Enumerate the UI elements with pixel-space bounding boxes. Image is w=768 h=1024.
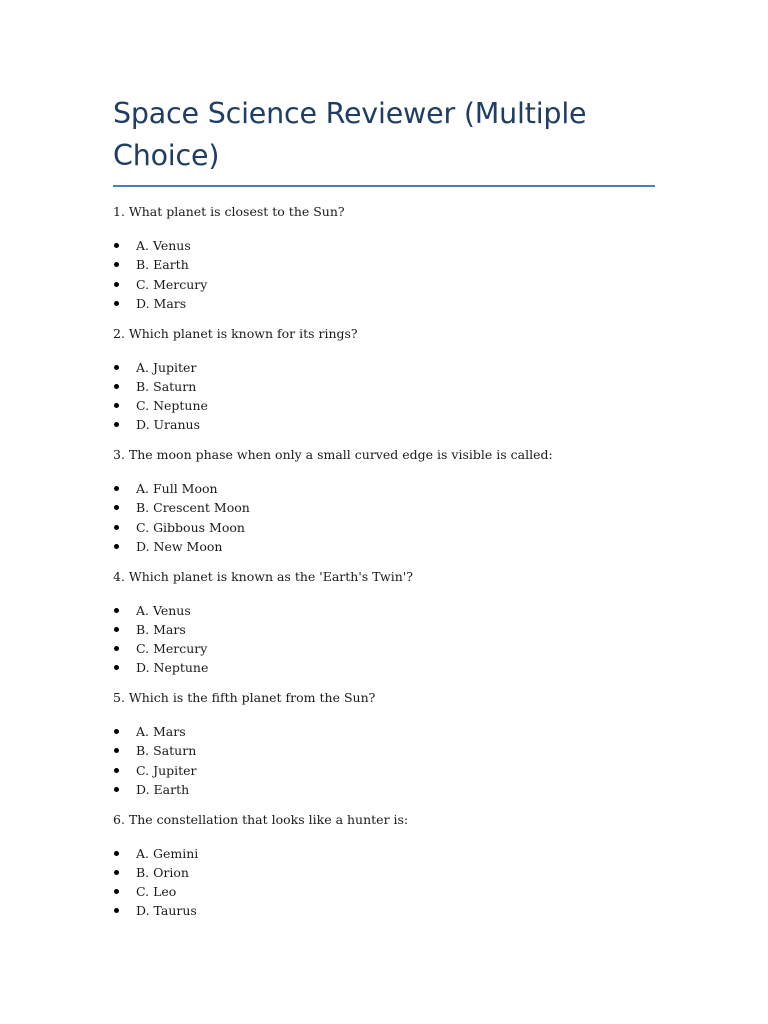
- bullet-icon: [114, 665, 119, 670]
- option-item: [113, 498, 655, 517]
- question-5: [113, 690, 655, 812]
- bullet-icon: [114, 544, 119, 549]
- option-item: [113, 294, 655, 313]
- option-item: [113, 780, 655, 799]
- bullet-icon: [114, 908, 119, 913]
- option-item: [113, 741, 655, 760]
- option-item: [113, 863, 655, 882]
- page-title: Space Science Reviewer (Multiple Choice): [113, 97, 587, 172]
- bullet-icon: [114, 403, 119, 408]
- question-text: 5. Which is the fifth planet from the Sun?: [113, 690, 376, 705]
- bullet-icon: [114, 608, 119, 613]
- question-text: 6. The constellation that looks like a hunter is:: [113, 811, 409, 827]
- option-label: C. Gibbous Moon: [136, 519, 245, 535]
- option-label: B. Crescent Moon: [136, 500, 250, 516]
- question-4: [113, 569, 655, 691]
- option-label: B. Saturn: [136, 743, 197, 759]
- bullet-icon: [114, 768, 119, 773]
- option-list: [113, 722, 655, 799]
- option-list: [113, 844, 655, 921]
- question-6: [113, 812, 655, 934]
- option-label: C. Mercury: [136, 641, 208, 657]
- question-1: [113, 204, 655, 326]
- option-item: [113, 658, 655, 677]
- option-label: C. Mercury: [136, 276, 208, 292]
- option-label: C. Neptune: [136, 398, 208, 414]
- option-item: [113, 377, 655, 396]
- bullet-icon: [114, 870, 119, 875]
- option-label: D. Taurus: [136, 903, 197, 919]
- option-item: [113, 901, 655, 920]
- question-2: [113, 326, 655, 448]
- title-divider: [113, 185, 655, 187]
- option-label: A. Full Moon: [136, 481, 218, 496]
- option-item: [113, 639, 655, 658]
- option-item: [113, 415, 655, 434]
- bullet-icon: [114, 525, 119, 530]
- option-label: A. Jupiter: [136, 359, 197, 375]
- option-list: [113, 358, 655, 435]
- question-3: [113, 447, 655, 569]
- bullet-icon: [114, 627, 119, 632]
- bullet-icon: [114, 851, 119, 856]
- option-item: [113, 601, 655, 620]
- bullet-icon: [114, 787, 119, 792]
- option-label: A. Mars: [136, 724, 186, 739]
- bullet-icon: [114, 889, 119, 894]
- option-label: D. New Moon: [136, 538, 223, 554]
- option-list: [113, 479, 655, 556]
- option-item: [113, 882, 655, 901]
- option-label: D. Uranus: [136, 417, 201, 433]
- bullet-icon: [114, 282, 119, 287]
- bullet-icon: [114, 422, 119, 427]
- option-item: [113, 358, 655, 377]
- option-item: [113, 537, 655, 556]
- question-text: 4. Which planet is known as the 'Earth's Twin'?: [113, 568, 413, 584]
- option-list: [113, 601, 655, 678]
- bullet-icon: [114, 748, 119, 753]
- option-list: [113, 236, 655, 313]
- option-label: A. Gemini: [136, 845, 199, 861]
- bullet-icon: [114, 505, 119, 510]
- question-list: [113, 204, 655, 933]
- option-label: D. Neptune: [136, 660, 209, 676]
- bullet-icon: [114, 729, 119, 734]
- option-label: B. Mars: [136, 621, 186, 637]
- option-label: C. Jupiter: [136, 762, 197, 778]
- option-label: D. Earth: [136, 781, 190, 797]
- option-item: [113, 761, 655, 780]
- bullet-icon: [114, 486, 119, 491]
- bullet-icon: [114, 365, 119, 370]
- bullet-icon: [114, 301, 119, 306]
- question-text: 2. Which planet is known for its rings?: [113, 325, 358, 341]
- option-item: [113, 479, 655, 498]
- document-page: [113, 0, 655, 933]
- option-item: [113, 255, 655, 274]
- option-label: B. Orion: [136, 864, 189, 880]
- option-label: C. Leo: [136, 884, 177, 900]
- option-item: [113, 722, 655, 741]
- option-item: [113, 844, 655, 863]
- bullet-icon: [114, 243, 119, 248]
- option-label: B. Saturn: [136, 378, 197, 394]
- option-item: [113, 396, 655, 415]
- option-item: [113, 275, 655, 294]
- question-text: 1. What planet is closest to the Sun?: [113, 204, 345, 219]
- option-item: [113, 620, 655, 639]
- option-label: A. Venus: [136, 602, 191, 618]
- bullet-icon: [114, 646, 119, 651]
- option-item: [113, 236, 655, 255]
- option-label: A. Venus: [136, 238, 191, 253]
- bullet-icon: [114, 384, 119, 389]
- option-item: [113, 518, 655, 537]
- question-text: 3. The moon phase when only a small curved edge is visible is called:: [113, 447, 553, 462]
- option-label: D. Mars: [136, 295, 187, 311]
- bullet-icon: [114, 262, 119, 267]
- option-label: B. Earth: [136, 257, 189, 273]
